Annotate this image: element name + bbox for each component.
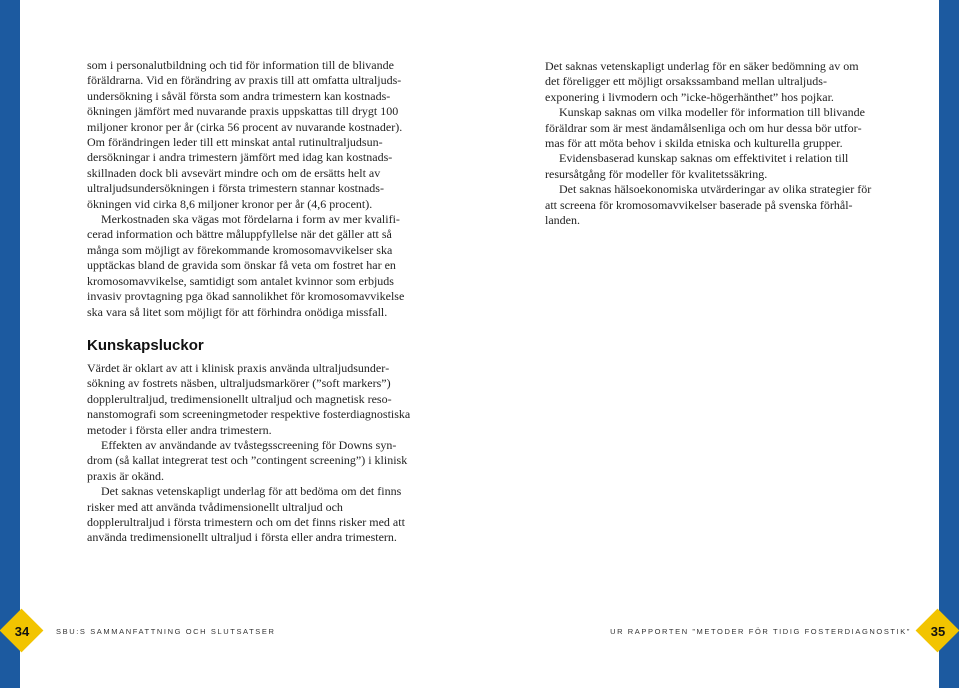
page-number-right: 35: [930, 624, 946, 639]
section-heading: Kunskapsluckor: [87, 337, 204, 354]
footer-left-text: SBU:S SAMMANFATTNING OCH SLUTSATSER: [56, 627, 276, 636]
left-column-bottom: [87, 361, 417, 546]
right-edge-bar: [939, 0, 959, 688]
page-number-left: 34: [14, 624, 30, 639]
right-column: [545, 59, 875, 228]
left-column-top: [87, 58, 417, 320]
paragraph: Det saknas hälsoekonomiska utvärderingar av olika strategier för att screena för kromosomavvikelser baserade på svenska förhållanden.: [545, 182, 872, 228]
paragraph: Det saknas vetenskapligt underlag för att bedöma om det finns risker med att använda tvådimensionellt ultraljud och dopplerultraljud i första trimestern och om det finns risker med att använda tredimensionellt ultraljud i första eller andra trimestern.: [87, 484, 405, 545]
paragraph: Det saknas vetenskapligt underlag för en säker bedömning av om det föreligger ett möjligt orsakssamband mellan ultraljudsexponering i livmodern och ”icke-högerhänthet” hos pojkar.: [545, 59, 859, 104]
paragraph: Effekten av användande av tvåstegsscreening för Downs syndrom (så kallat integrerat test och ”contingent screening”) i klinisk praxis är okänd.: [87, 438, 408, 483]
paragraph: Värdet är oklart av att i klinisk praxis använda ultraljudsundersökning av fostrets näsben, ultraljudsmarkörer (”soft markers”) dopplerultraljud, tredimensionellt ultraljud och magnetisk resonanstomografi som screeningmetoder respektive fosterdiagnostiska metoder i första eller andra trimestern.: [87, 361, 411, 437]
paragraph: Merkostnaden ska vägas mot fördelarna i form av mer kvalificerad information och bättre måluppfyllelse när det gäller att så många som möjligt av förekommande kromosomavvikelser ska upptäckas bland de gravida som önskar få veta om fostret har en kromosomavvikelse, samtidigt som antalet kvinnor som erbjuds invasiv provtagning pga ökad sannolikhet för kromosomavvikelse ska vara så litet som möjligt för att förhindra onödiga missfall.: [87, 212, 405, 319]
paragraph: Kunskap saknas om vilka modeller för information till blivande föräldrar som är mest ändamålsenliga och om hur dessa bör utformas för att möta behov i skilda etniska och kulturella grupper.: [545, 105, 865, 151]
left-edge-bar: [0, 0, 20, 688]
paragraph: Om förändringen leder till ett minskat antal rutinultraljudsundersökningar i andra trimestern jämfört med idag kan kostnadsskillnaden dock bli avsevärt mindre och om de ersätts helt av ultraljudsundersökningen i första trimestern stannar kostnadsökningen vid cirka 8,6 miljoner kronor per år (4,6 procent).: [87, 135, 393, 211]
paragraph: Evidensbaserad kunskap saknas om effektivitet i relation till resursåtgång för modeller för kvalitetssäkring.: [545, 151, 849, 181]
footer-right-text: UR RAPPORTEN ”METODER FÖR TIDIG FOSTERDIAGNOSTIK”: [610, 627, 911, 636]
paragraph: som i personalutbildning och tid för information till de blivande föräldrarna. Vid en förändring av praxis till att omfatta ultraljudsundersökning i såväl första som andra trimestern kan kostnadsökningen jämfört med nuvarande praxis uppskattas till drygt 100 miljoner kronor per år (cirka 56 procent av nuvarande kostnader).: [87, 58, 403, 134]
